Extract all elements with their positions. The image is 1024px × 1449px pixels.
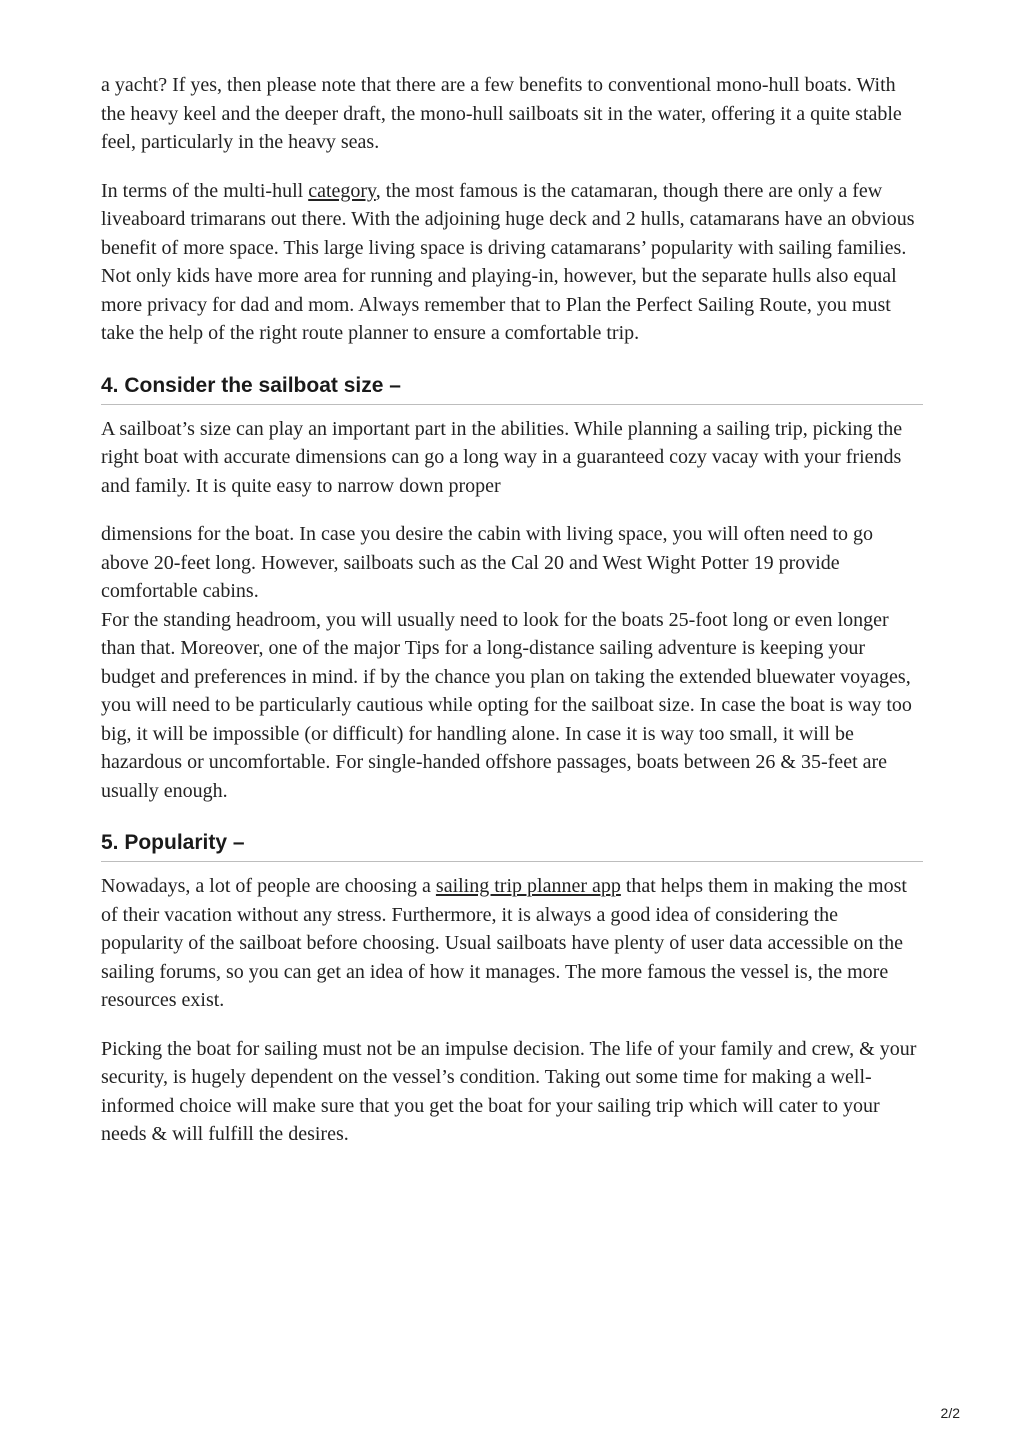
sailing-trip-planner-app-link[interactable]: sailing trip planner app (435, 875, 621, 897)
page-number: 2/2 (940, 1405, 960, 1421)
paragraph-headroom: For the standing headroom, you will usually need to look for the boats 25-foot long or even longer than that. Moreover, one of the major Tips for a long-distance sailing adventure is keeping your budget and preferences in mind. if by the chance you plan on taking the extended bluewater voyages, you will need to be particularly cautious while opting for the sailboat size. In case the boat is way too big, it will be impossible (or difficult) for handling alone. In case it is way too small, it will be hazardous or uncomfortable. For single-handed offshore passages, boats between 26 & 35-feet are usually enough. (101, 608, 912, 802)
paragraph-dimensions: dimensions for the boat. In case you desire the cabin with living space, you will often need to go above 20-feet long. However, sailboats such as the Cal 20 and West Wight Potter 19 provide comfortable cabins. (101, 523, 874, 602)
paragraph-monohull: a yacht? If yes, then please note that there are a few benefits to conventional mono-hull boats. With the heavy keel and the deeper draft, the mono-hull sailboats sit in the water, offering it a quite stable feel, particularly in the heavy seas. (101, 74, 902, 153)
paragraph-conclusion: Picking the boat for sailing must not be an impulse decision. The life of your family and crew, & your security, is hugely dependent on the vessel’s condition. Taking out some time for making a well-informed choice will make sure that you get the boat for your sailing trip which will cater to your needs & will fulfill the desires. (101, 1037, 917, 1145)
paragraph-popularity-text-start: Nowadays, a lot of people are choosing a (101, 875, 436, 897)
paragraph-multihull-text-start: In terms of the multi-hull (101, 179, 309, 202)
paragraph-popularity (101, 872, 923, 1015)
paragraph-multihull-text-end: , the most famous is the catamaran, though there are only a few liveaboard trimarans out there. With the adjoining huge deck and 2 hulls, catamarans have an obvious benefit of more space. This large living space is driving catamarans’ popularity with sailing families. Not only kids have more area for running and playing-in, however, but the separate hulls also equal more privacy for dad and mom. Always remember that to Plan the Perfect Sailing Route, you must take the help of the right route planner to ensure a comfortable trip. (101, 179, 915, 344)
paragraph-popularity-text-end: that helps them in making the most of their vacation without any stress. Furthermore, it is always a good idea of considering the popularity of the sailboat before choosing. Usual sailboats have plenty of user data accessible on the sailing forums, so you can get an idea of how it manages. The more famous the vessel is, the more resources exist. (101, 875, 907, 1011)
article-body (101, 71, 923, 1169)
paragraph-size-intro: A sailboat’s size can play an important part in the abilities. While planning a sailing trip, picking the right boat with accurate dimensions can go a long way in a guaranteed cozy vacay with your friends and family. It is quite easy to narrow down proper (101, 417, 903, 497)
heading-sailboat-size: 4. Consider the sailboat size – (101, 374, 923, 405)
category-link[interactable]: category (308, 179, 376, 202)
heading-popularity: 5. Popularity – (101, 831, 923, 862)
paragraph-multihull (101, 177, 923, 348)
